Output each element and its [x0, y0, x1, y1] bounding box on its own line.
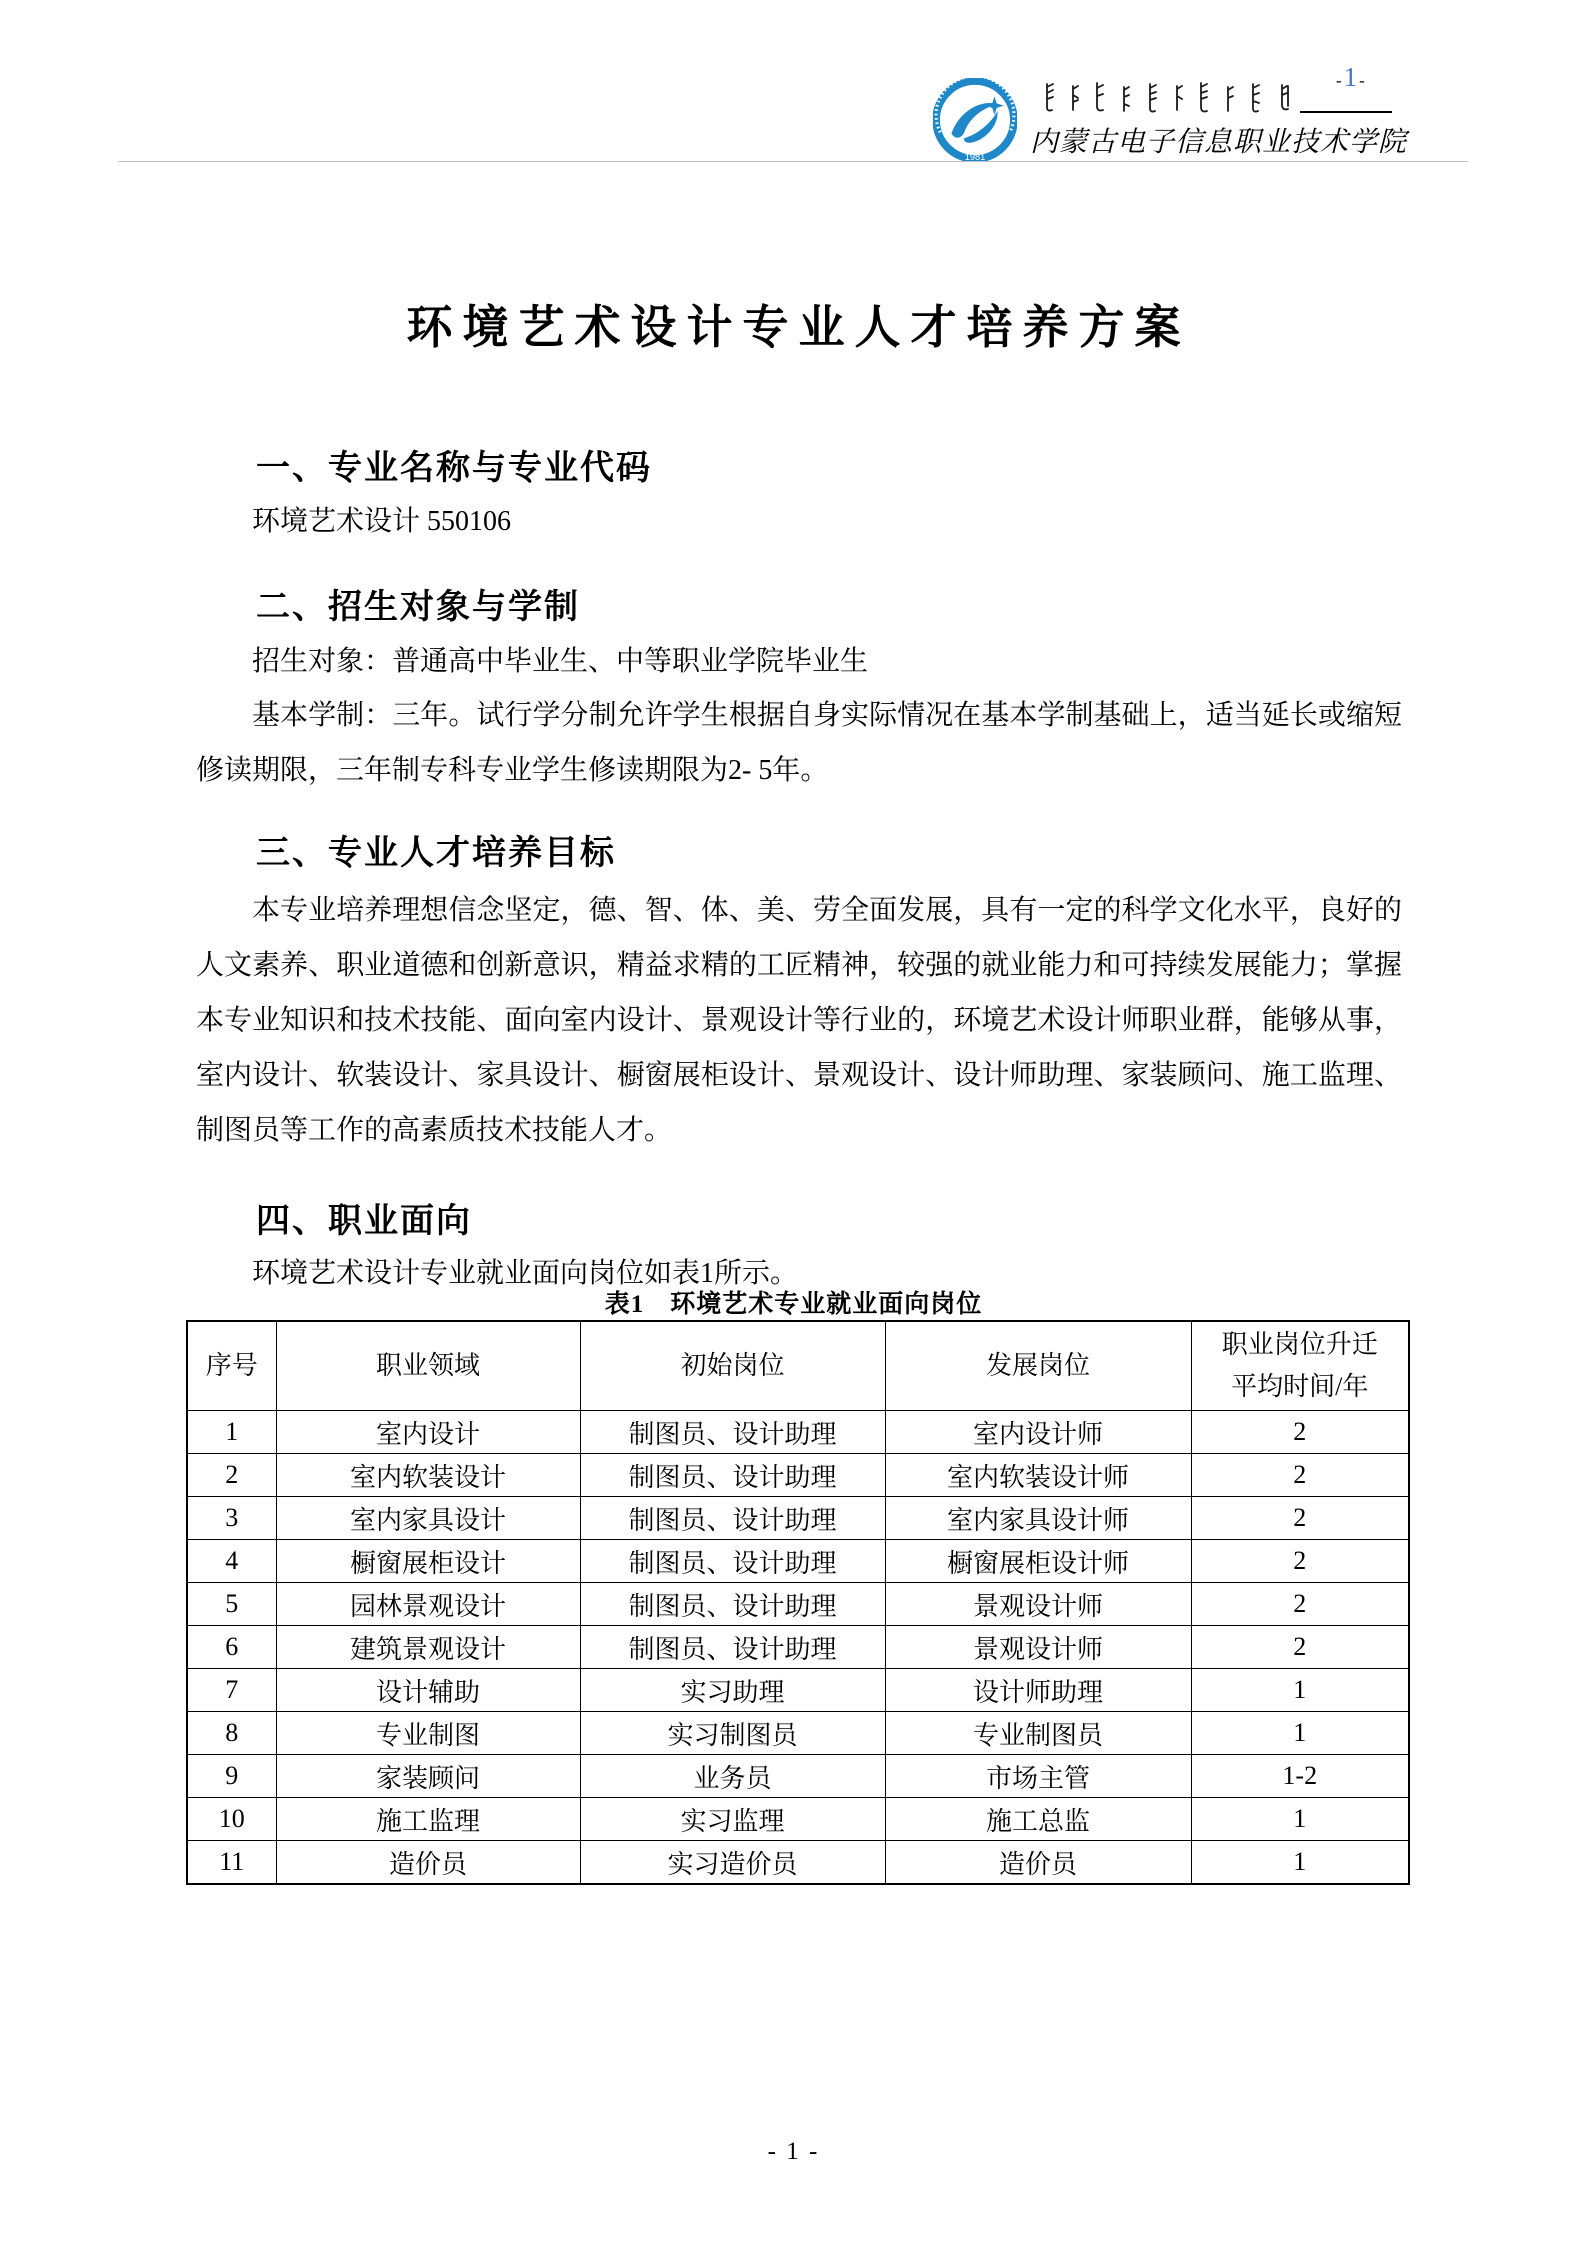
paragraph-line: 环境艺术设计专业就业面向岗位如表1所示。: [252, 1258, 799, 1289]
table-cell: 制图员、设计助理: [580, 1497, 885, 1540]
table-cell: 5: [187, 1583, 276, 1626]
table-cell: 专业制图: [276, 1712, 580, 1755]
table-cell: 1: [187, 1411, 276, 1454]
paragraph-line: 室内设计、软装设计、家具设计、橱窗展柜设计、景观设计、设计师助理、家装顾问、施工监理、: [196, 1060, 1402, 1091]
mongolian-script-text: [1040, 80, 1310, 116]
column-header: 序号: [187, 1321, 276, 1411]
table-cell: 7: [187, 1669, 276, 1712]
table-row: [187, 1497, 1409, 1540]
table-cell: 室内家具设计: [276, 1497, 580, 1540]
footer-page-number: - 1 -: [767, 2138, 820, 2165]
table-cell: 施工监理: [276, 1798, 580, 1841]
header-page-number-value: 1: [1343, 62, 1358, 92]
jobs-table: [186, 1320, 1410, 1885]
table-cell: 设计辅助: [276, 1669, 580, 1712]
paragraph-line: 修读期限，三年制专科专业学生修读期限为2- 5年。: [196, 755, 829, 786]
table-cell: 制图员、设计助理: [580, 1411, 885, 1454]
table-cell: 10: [187, 1798, 276, 1841]
table-cell: 8: [187, 1712, 276, 1755]
paragraph-line: 制图员等工作的高素质技术技能人才。: [196, 1115, 673, 1146]
logo-year-text: 1981: [964, 151, 986, 162]
table-cell: 家装顾问: [276, 1755, 580, 1798]
table-row: [187, 1841, 1409, 1885]
table-cell: 1: [1191, 1712, 1409, 1755]
table-cell: 室内设计: [276, 1411, 580, 1454]
header-page-number: [1336, 62, 1365, 93]
table-cell: 2: [1191, 1583, 1409, 1626]
table-cell: 园林景观设计: [276, 1583, 580, 1626]
table-cell: 制图员、设计助理: [580, 1454, 885, 1497]
mongolian-script-glyphs: [1040, 80, 1310, 116]
major-name-code-line: 环境艺术设计 550106: [252, 506, 512, 537]
header-row: [187, 1321, 1409, 1411]
table-cell: 橱窗展柜设计: [276, 1540, 580, 1583]
table-row: [187, 1454, 1409, 1497]
jobs-table-head: [187, 1321, 1409, 1411]
table-cell: 业务员: [580, 1755, 885, 1798]
table-cell: 专业制图员: [885, 1712, 1191, 1755]
column-header: 职业岗位升迁 平均时间/年: [1191, 1321, 1409, 1411]
table-cell: 制图员、设计助理: [580, 1540, 885, 1583]
table-cell: 3: [187, 1497, 276, 1540]
paragraph-line: 招生对象：普通高中毕业生、中等职业学院毕业生: [252, 646, 869, 677]
column-header: 发展岗位: [885, 1321, 1191, 1411]
page-title: 环境艺术设计专业人才培养方案: [406, 301, 1191, 353]
table-cell: 11: [187, 1841, 276, 1885]
table-cell: 制图员、设计助理: [580, 1626, 885, 1669]
table-cell: 9: [187, 1755, 276, 1798]
school-logo: [933, 78, 1017, 162]
table-row: [187, 1669, 1409, 1712]
table-cell: 4: [187, 1540, 276, 1583]
table-cell: 造价员: [885, 1841, 1191, 1885]
table-cell: 橱窗展柜设计师: [885, 1540, 1191, 1583]
school-name-calligraphy: 内蒙古电子信息职业技术学院: [1030, 125, 1408, 158]
column-header: 初始岗位: [580, 1321, 885, 1411]
table-cell: 景观设计师: [885, 1583, 1191, 1626]
table-cell: 2: [1191, 1540, 1409, 1583]
table-cell: 设计师助理: [885, 1669, 1191, 1712]
jobs-table-body: [187, 1411, 1409, 1885]
section-heading-4: 四、职业面向: [256, 1202, 472, 1240]
table-caption: 表1 环境艺术专业就业面向岗位: [604, 1291, 983, 1318]
header-short-underline: [1300, 111, 1392, 113]
table-cell: 1: [1191, 1841, 1409, 1885]
table-cell: 室内家具设计师: [885, 1497, 1191, 1540]
table-cell: 实习助理: [580, 1669, 885, 1712]
table-cell: 2: [1191, 1411, 1409, 1454]
paragraph-line: 本专业培养理想信念坚定，德、智、体、美、劳全面发展，具有一定的科学文化水平，良好的: [252, 895, 1402, 926]
paragraph-line: 人文素养、职业道德和创新意识，精益求精的工匠精神，较强的就业能力和可持续发展能力；掌握: [196, 950, 1402, 981]
table-cell: 实习制图员: [580, 1712, 885, 1755]
table-cell: 2: [1191, 1497, 1409, 1540]
table-cell: 室内软装设计: [276, 1454, 580, 1497]
header-page-number-dash-right: -: [1359, 71, 1365, 90]
table-cell: 造价员: [276, 1841, 580, 1885]
table-cell: 1-2: [1191, 1755, 1409, 1798]
table-cell: 实习造价员: [580, 1841, 885, 1885]
table-row: [187, 1540, 1409, 1583]
section-heading-1: 一、专业名称与专业代码: [256, 449, 652, 487]
header-rule-divider: [118, 161, 1468, 162]
school-badge-icon: [933, 78, 1017, 162]
table-cell: 1: [1191, 1669, 1409, 1712]
table-cell: 室内软装设计师: [885, 1454, 1191, 1497]
table-cell: 市场主管: [885, 1755, 1191, 1798]
table-cell: 2: [1191, 1626, 1409, 1669]
table-row: [187, 1411, 1409, 1454]
table-row: [187, 1755, 1409, 1798]
table-row: [187, 1583, 1409, 1626]
table-row: [187, 1798, 1409, 1841]
header-page-number-dash-left: -: [1336, 71, 1342, 90]
table-cell: 景观设计师: [885, 1626, 1191, 1669]
section-heading-2: 二、招生对象与学制: [256, 588, 580, 626]
table-cell: 实习监理: [580, 1798, 885, 1841]
table-cell: 室内设计师: [885, 1411, 1191, 1454]
table-cell: 建筑景观设计: [276, 1626, 580, 1669]
table-cell: 制图员、设计助理: [580, 1583, 885, 1626]
table-cell: 6: [187, 1626, 276, 1669]
section-heading-3: 三、专业人才培养目标: [256, 834, 616, 872]
table-row: [187, 1712, 1409, 1755]
table-row: [187, 1626, 1409, 1669]
paragraph-line: 基本学制：三年。试行学分制允许学生根据自身实际情况在基本学制基础上，适当延长或缩短: [252, 700, 1402, 731]
table-cell: 2: [187, 1454, 276, 1497]
table-cell: 1: [1191, 1798, 1409, 1841]
column-header: 职业领域: [276, 1321, 580, 1411]
paragraph-line: 本专业知识和技术技能、面向室内设计、景观设计等行业的，环境艺术设计师职业群，能够从事，: [196, 1005, 1402, 1036]
table-cell: 施工总监: [885, 1798, 1191, 1841]
table-cell: 2: [1191, 1454, 1409, 1497]
